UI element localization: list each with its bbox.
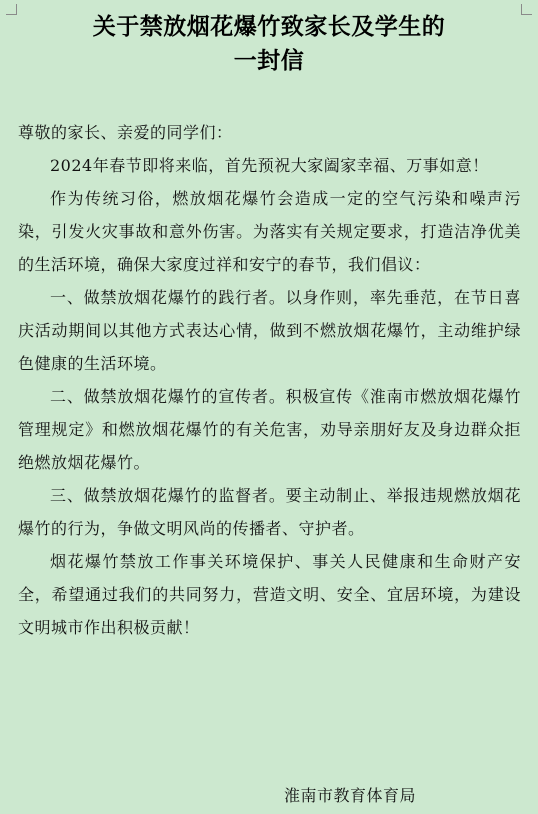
salutation: 尊敬的家长、亲爱的同学们： [18, 123, 233, 142]
paragraph-greeting: 2024年春节即将来临，首先预祝大家阖家幸福、万事如意！ [50, 156, 489, 175]
paragraph-intro: 作为传统习俗，燃放烟花爆竹会造成一定的空气污染和噪声污染，引发火灾事故和意外伤害。为落实有关规定要求，打造洁净优美的生活环境，确保大家度过祥和安宁的春节，我们倡议： [18, 189, 521, 274]
letter-body [18, 116, 521, 644]
signature: 淮南市教育体育局 [284, 786, 417, 805]
paragraph-closing: 烟花爆竹禁放工作事关环境保护、事关人民健康和生命财产安全，希望通过我们的共同努力，营造文明、安全、宜居环境，为建设文明城市作出积极贡献！ [18, 552, 521, 637]
letter-title-line-2: 一封信 [233, 47, 305, 74]
paragraph-proposal-2: 二、做禁放烟花爆竹的宣传者。积极宣传《淮南市燃放烟花爆竹管理规定》和燃放烟花爆竹的有关危害，劝导亲朋好友及身边群众拒绝燃放烟花爆竹。 [18, 387, 521, 472]
paragraph-proposal-1: 一、做禁放烟花爆竹的践行者。以身作则，率先垂范，在节日喜庆活动期间以其他方式表达心情，做到不燃放烟花爆竹，主动维护绿色健康的生活环境。 [18, 288, 521, 373]
paragraph-proposal-3: 三、做禁放烟花爆竹的监督者。要主动制止、举报违规燃放烟花爆竹的行为，争做文明风尚的传播者、守护者。 [18, 486, 521, 538]
letter-title-line-1: 关于禁放烟花爆竹致家长及学生的 [92, 13, 446, 40]
